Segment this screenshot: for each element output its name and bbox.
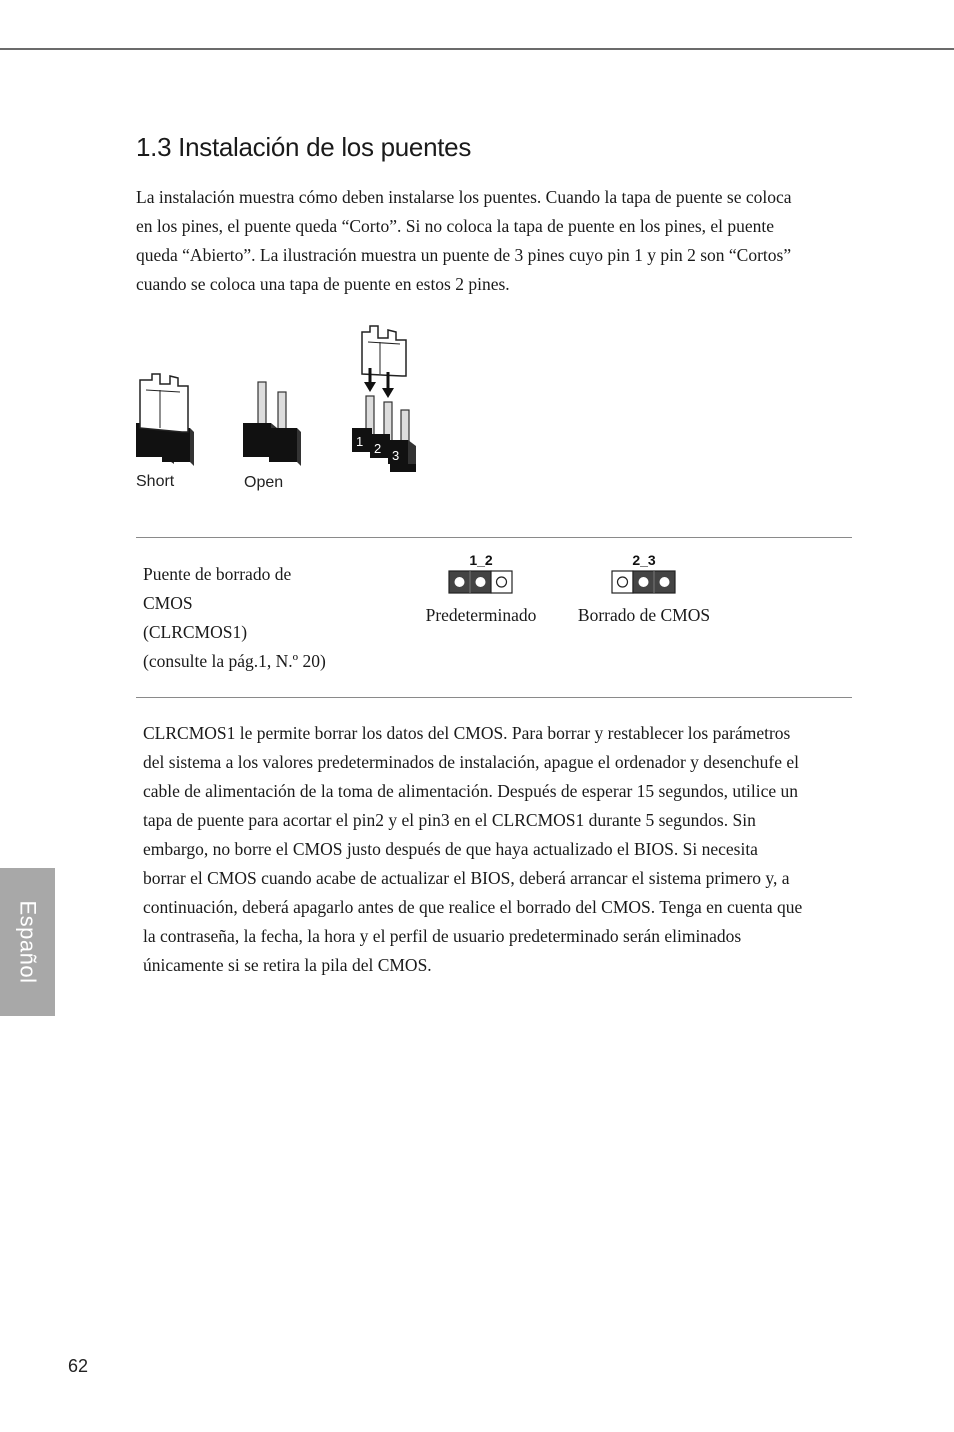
language-side-tab [0,868,55,1016]
setting-default-caption: Predeterminado [425,605,537,625]
setting-clear-caption: Borrado de CMOS [577,605,711,625]
language-label: Español [15,900,41,984]
setting-default-pin-diagram [448,570,514,596]
jumper-name-line-2: CMOS [143,593,193,613]
pin-number-2: 2 [374,441,382,456]
jumper-name-line-3: (CLRCMOS1) [143,622,248,642]
short-label: Short [136,473,175,490]
jumper-name-line-1: Puente de borrado de [143,564,292,584]
setting-clear-cmos [570,552,718,626]
jumper-name-line-4: (consulte la pág.1, N.º 20) [143,651,326,671]
pin-number-1: 1 [356,434,364,449]
open-jumper-figure [243,382,301,466]
table-top-rule [136,537,852,538]
pin-number-3: 3 [392,448,400,463]
setting-clear-pins: 2_3 [632,552,656,568]
setting-default [416,552,546,626]
table-bottom-rule [136,697,852,698]
short-jumper-figure [136,374,194,466]
clrcmos-description: CLRCMOS1 le permite borrar los datos del CMOS. Para borrar y restablecer los parámetros del sistema a los valores predeterminados de instalación, apague el ordenador y desenchufe el cable de alimentación de la toma de alimentación. Después de esperar 15 segundos, utilice un tapa de puente para acortar el pin2 y el pin3 en el CLRCMOS1 durante 5 segundos. Sin embargo, no borre el CMOS justo después de que haya actualizado el BIOS. Si necesita borrar el CMOS cuando acabe de actualizar el BIOS, deberá arrancar el sistema primero y, a continuación, deberá apagarlo antes de que realice el borrado del CMOS. Tenga en cuenta que la contraseña, la fecha, la hora y el perfil de usuario predeterminado serán eliminados únicamente si se retira la pila del CMOS. [143,723,803,975]
header-rule [0,48,954,50]
section-title: 1.3 Instalación de los puentes [136,132,472,162]
open-label: Open [244,474,284,491]
setting-default-pins: 1_2 [469,552,493,568]
jumper-illustration [130,320,430,495]
setting-clear-pin-diagram [611,570,677,596]
page-number: 62 [68,1356,89,1376]
intro-paragraph: La instalación muestra cómo deben instalarse los puentes. Cuando la tapa de puente se coloca en los pines, el puente queda “Corto”. Si no coloca la tapa de puente en los pines, el puente queda “Abierto”. La ilustración muestra un puente de 3 pines cuyo pin 1 y pin 2 son “Cortos” cuando se coloca una tapa de puente en estos 2 pines. [136,187,792,294]
three-pin-jumper-figure [352,326,416,472]
jumper-name-cell [143,560,383,676]
